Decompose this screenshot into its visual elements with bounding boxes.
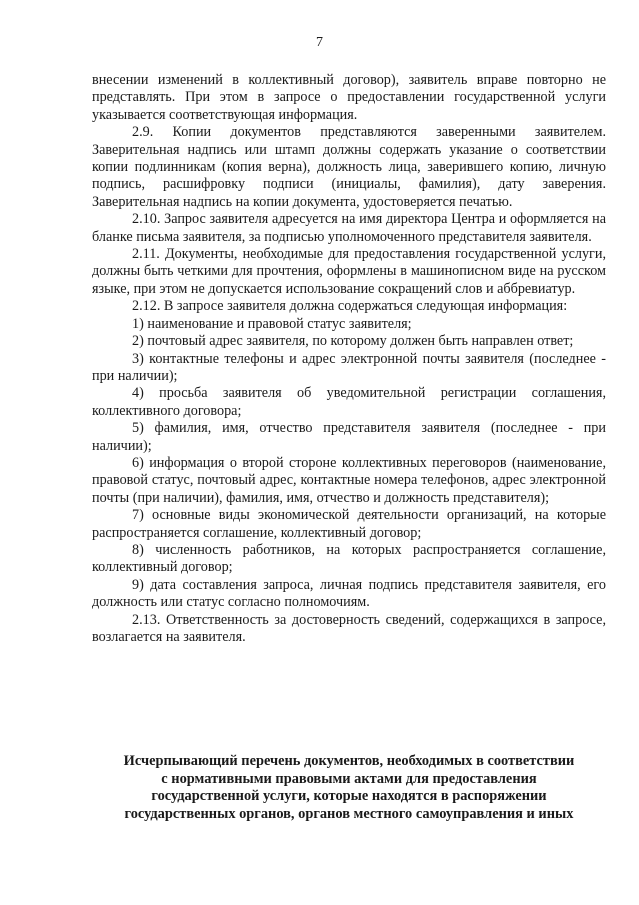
list-item-7: 7) основные виды экономической деятельности организаций, на которые распространяется соглашение, коллективный договор; (92, 507, 606, 541)
heading-line: с нормативными правовыми актами для предоставления (161, 770, 537, 787)
heading-line: государственной услуги, которые находятся в распоряжении (151, 788, 547, 805)
list-item-6: 6) информация о второй стороне коллективных переговоров (наименование, правовой статус, почтовый адрес, контактные номера телефонов, адрес электронной почты (при наличии), фамилия, имя, отчество и должность представителя); (92, 454, 606, 506)
section-heading (92, 753, 606, 823)
list-item-1: 1) наименование и правовой статус заявителя; (132, 315, 412, 332)
list-item-2: 2) почтовый адрес заявителя, по которому должен быть направлен ответ; (132, 333, 574, 350)
paragraph-2-10: 2.10. Запрос заявителя адресуется на имя директора Центра и оформляется на бланке письма заявителя, за подписью уполномоченного представителя заявителя. (92, 211, 606, 245)
paragraph-2-13: 2.13. Ответственность за достоверность сведений, содержащихся в запросе, возлагается на заявителя. (92, 611, 606, 645)
list-item-8: 8) численность работников, на которых распространяется соглашение, коллективный договор; (92, 541, 606, 576)
list-item-5: 5) фамилия, имя, отчество представителя заявителя (последнее - при наличии); (92, 420, 606, 454)
heading-line: Исчерпывающий перечень документов, необходимых в соответствии (123, 753, 575, 769)
paragraph: внесении изменений в коллективный договор), заявитель вправе повторно не представлять. При этом в запросе о предоставлении государственной услуги указывается соответствующая информация. (92, 72, 606, 123)
paragraph-2-11: 2.11. Документы, необходимые для предоставления государственной услуги, должны быть четкими для прочтения, оформлены в машинописном виде на русском языке, при этом не допускается использование сокращений слов и аббревиатур. (92, 246, 606, 297)
paragraph-2-9: 2.9. Копии документов представляются заверенными заявителем. Заверительная надпись или штамп должны содержать указание о соответствии копии подлинникам (копия верна), должность лица, заверившего копию, личную подпись, расшифровку подписи (инициалы, фамилия), дату заверения. Заверительная надпись на копии документа, удостоверяется печатью. (92, 124, 606, 210)
paragraph-2-12: 2.12. В запросе заявителя должна содержаться следующая информация: (132, 298, 568, 315)
list-item-9: 9) дата составления запроса, личная подпись представителя заявителя, его должность или статус согласно полномочиям. (92, 576, 606, 611)
body-text (92, 72, 606, 646)
list-item-4: 4) просьба заявителя об уведомительной регистрации соглашения, коллективного договора; (92, 385, 606, 419)
page-number: 7 (316, 35, 323, 50)
heading-line: государственных органов, органов местного самоуправления и иных (124, 805, 574, 822)
list-item-3: 3) контактные телефоны и адрес электронной почты заявителя (последнее - при наличии); (92, 350, 606, 384)
